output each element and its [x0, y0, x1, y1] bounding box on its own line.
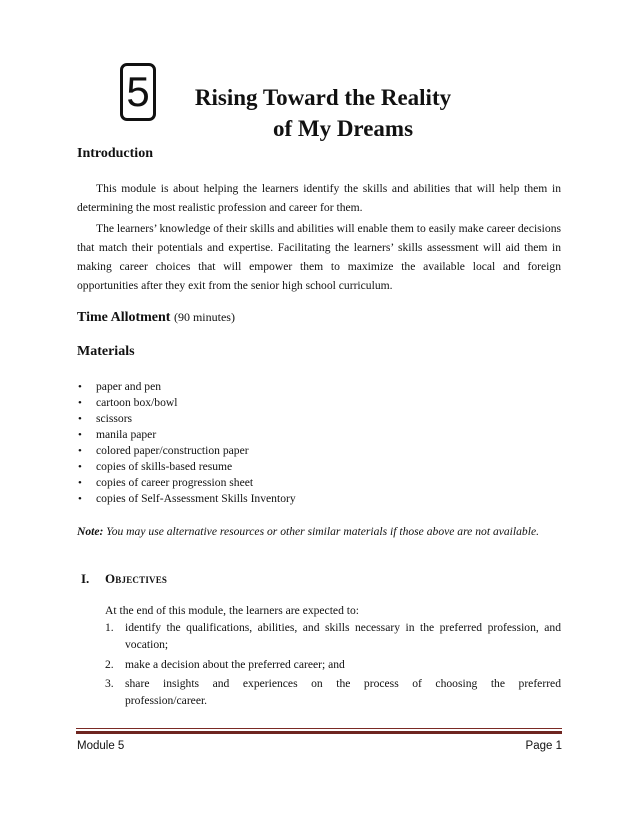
list-item	[77, 491, 296, 507]
footer-rule-thick	[76, 731, 562, 734]
bullet-icon: •	[78, 493, 82, 505]
list-item	[77, 459, 296, 475]
list-item	[77, 427, 296, 443]
bullet-icon: •	[78, 461, 82, 473]
note-text: You may use alternative resources or other similar materials if those above are not available.	[103, 525, 539, 538]
material-text: colored paper/construction paper	[96, 444, 249, 457]
list-item	[105, 657, 561, 676]
module-title	[168, 82, 478, 144]
objectives-numeral: I.	[81, 571, 90, 586]
note	[77, 522, 561, 541]
objective-text: identify the qualifications, abilities, and skills necessary in the preferred profession, and vocation;	[125, 621, 561, 651]
objective-text: make a decision about the preferred career; and	[125, 658, 345, 671]
bullet-icon: •	[78, 445, 82, 457]
list-item	[105, 620, 561, 657]
material-text: copies of Self-Assessment Skills Inventory	[96, 492, 296, 505]
list-item	[77, 475, 296, 491]
objective-number: 3.	[105, 677, 114, 690]
materials-list	[77, 379, 296, 507]
list-item	[77, 395, 296, 411]
list-item	[77, 443, 296, 459]
time-allotment-heading: Time Allotment	[77, 310, 171, 325]
material-text: copies of career progression sheet	[96, 476, 254, 489]
objectives-list	[105, 620, 561, 712]
introduction-paragraph-2: The learners’ knowledge of their skills and abilities will enable them to easily make career decisions that match their potentials and expertise. Facilitating the learners’ skills assessment will aid them in making career choices that will empower them to maximize the available local and foreign opportunities after they exit from the senior high school curriculum.	[77, 222, 561, 292]
material-text: cartoon box/bowl	[96, 396, 178, 409]
material-text: paper and pen	[96, 380, 162, 393]
objectives-title: Objectives	[105, 571, 168, 586]
bullet-icon: •	[78, 429, 82, 441]
material-text: manila paper	[96, 428, 157, 441]
objective-text: share insights and experiences on the process of choosing the preferred profession/career.	[125, 677, 561, 707]
bullet-icon: •	[78, 477, 82, 489]
material-text: scissors	[96, 412, 133, 425]
bullet-icon: •	[78, 381, 82, 393]
footer-module-label: Module 5	[77, 740, 125, 752]
material-text: copies of skills-based resume	[96, 460, 233, 473]
materials-heading: Materials	[77, 344, 135, 359]
note-label: Note:	[77, 525, 104, 538]
module-title-line1: Rising Toward the Reality	[194, 85, 452, 110]
time-allotment	[77, 310, 235, 326]
list-item	[105, 676, 561, 712]
list-item	[77, 411, 296, 427]
objective-number: 2.	[105, 658, 114, 671]
module-number: 5	[126, 68, 150, 115]
bullet-icon: •	[78, 397, 82, 409]
introduction-paragraph-1: This module is about helping the learners identify the skills and abilities that will help them in determining the most realistic profession and career for them.	[77, 182, 561, 214]
module-number-badge	[120, 63, 156, 121]
footer-page-number: Page 1	[525, 740, 562, 752]
objectives-intro: At the end of this module, the learners are expected to:	[105, 604, 360, 617]
introduction-heading: Introduction	[77, 146, 153, 161]
bullet-icon: •	[78, 413, 82, 425]
objective-number: 1.	[105, 621, 114, 634]
footer-rule-thin	[76, 728, 562, 729]
objectives-heading	[81, 571, 167, 587]
module-title-line2: of My Dreams	[272, 116, 414, 141]
time-allotment-value: (90 minutes)	[173, 310, 235, 324]
list-item	[77, 379, 296, 395]
